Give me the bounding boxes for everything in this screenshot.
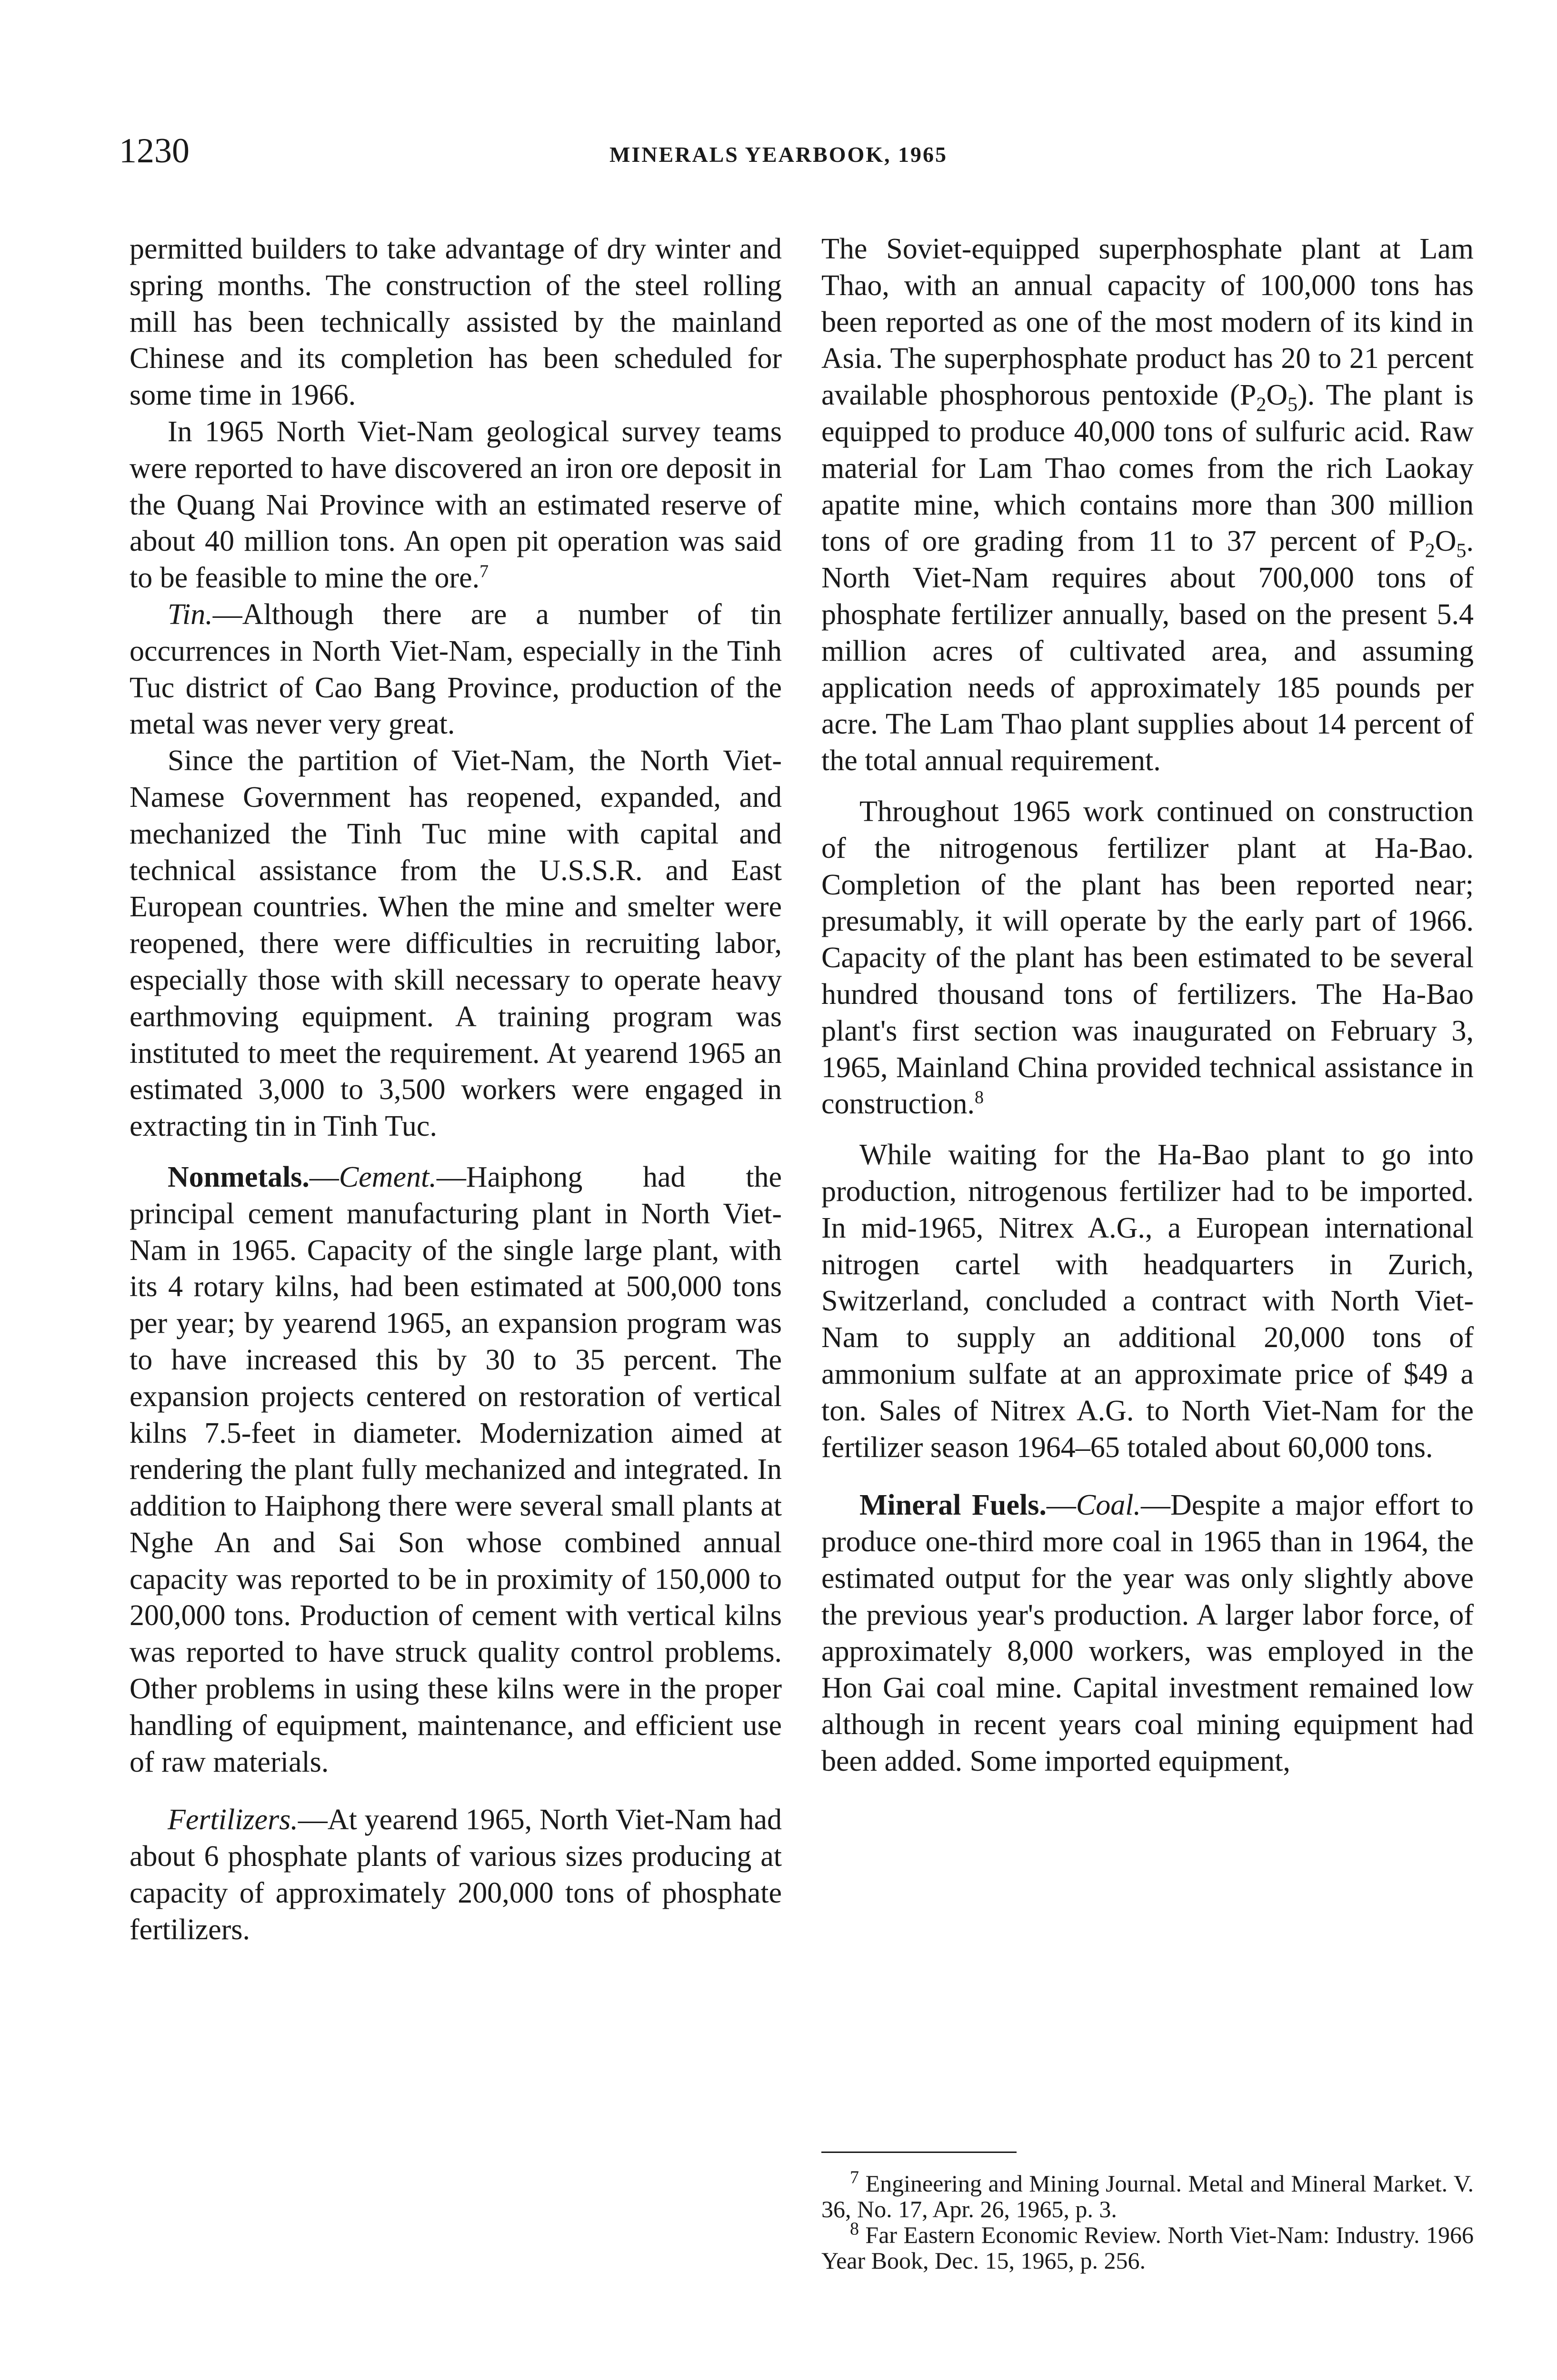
footnote	[821, 2167, 1474, 2222]
paragraph-text: The Soviet-equipped superphosphate plant at Lam Thao, with an annual capacity of 100,000 tons has been reported as one of the most modern of its kind in Asia. The superphosphate product has 20 to 21 percent available phosphorous pentoxide (P	[821, 233, 1474, 412]
paragraph	[130, 743, 782, 1145]
footnote-number: 8	[850, 2219, 859, 2239]
paragraph-text: —Despite a major effort to produce one-third more coal in 1965 than in 1964, the estimated output for the year was only slightly above the previous year's production. A larger labor force, of approximately 8,000 workers, was employed in the Hon Gai coal mine. Capital investment remained low although in recent years coal mining equipment had been added. Some imported equipment,	[821, 1489, 1474, 1777]
subscript: 2	[1425, 540, 1435, 562]
running-title: MINERALS YEARBOOK, 1965	[609, 142, 948, 167]
paragraph-text: Since the partition of Viet-Nam, the North Viet-Namese Government has reopened, expanded, and mechanized the Tinh Tuc mine with capital and technical assistance from the U.S.S.R. and East European countries. When the mine and smelter were reopened, there were difficulties in recruiting labor, especially those with skill necessary to operate heavy earthmoving equipment. A training program was instituted to meet the requirement. At yearend 1965 an estimated 3,000 to 3,500 workers were engaged in extracting tin in Tinh Tuc.	[130, 744, 782, 1143]
left-column	[130, 231, 782, 1948]
page-header	[119, 133, 1438, 186]
paragraph	[130, 596, 782, 743]
paragraph	[821, 1137, 1474, 1466]
subsection-heading: Fertilizers.	[168, 1804, 298, 1836]
paragraph	[821, 231, 1474, 779]
paragraph-text: —Although there are a number of tin occurrences in North Viet-Nam, especially in the Tinh Tuc district of Cao Bang Province, production of the metal was never very great.	[130, 598, 782, 741]
footnote-marker[interactable]: 8	[975, 1087, 984, 1108]
paragraph-text: permitted builders to take advantage of dry winter and spring months. The construction of the steel rolling mill has been technically assisted by the mainland Chinese and its completion has been scheduled for some time in 1966.	[130, 233, 782, 412]
subsection-heading: Coal.	[1076, 1489, 1141, 1522]
paragraph-text: . North Viet-Nam requires about 700,000 tons of phosphate fertilizer annually, based on the present 5.4 million acres of cultivated area, and assuming application needs of approximately 185 pounds per acre. The Lam Thao plant supplies about 14 percent of the total annual requirement.	[821, 525, 1474, 777]
heading-dash: —	[1046, 1489, 1076, 1522]
footnote-divider	[821, 2152, 1017, 2153]
paragraph-text: O	[1435, 525, 1457, 558]
subscript: 5	[1288, 394, 1298, 416]
paragraph	[130, 1802, 782, 1948]
footnote	[821, 2219, 1474, 2274]
paragraph-text: —At yearend 1965, North Viet-Nam had about 6 phosphate plants of various sizes producing at capacity of approximately 200,000 tons of phosphate fertilizers.	[130, 1804, 782, 1946]
subscript: 5	[1456, 540, 1467, 562]
paragraph	[821, 793, 1474, 1122]
paragraph	[821, 1487, 1474, 1779]
page-number: 1230	[119, 131, 190, 170]
subsection-heading: Tin.	[168, 598, 213, 631]
paragraph-text: In 1965 North Viet-Nam geological survey teams were reported to have discovered an iron ore deposit in the Quang Nai Province with an estimated reserve of about 40 million tons. An open pit operation was said to be feasible to mine the ore.	[130, 415, 782, 595]
paragraph	[130, 1159, 782, 1781]
section-heading: Mineral Fuels.	[859, 1489, 1047, 1522]
paragraph	[130, 231, 782, 414]
footnote-text: Far Eastern Economic Review. North Viet-Nam: Industry. 1966 Year Book, Dec. 15, 1965, p. 256.	[821, 2221, 1474, 2274]
subscript: 2	[1256, 394, 1267, 416]
footnotes	[821, 2167, 1474, 2274]
footnote-number: 7	[850, 2167, 859, 2188]
heading-dash: —	[309, 1160, 339, 1193]
paragraph-text: While waiting for the Ha-Bao plant to go into production, nitrogenous fertilizer had to be imported. In mid-1965, Nitrex A.G., a European international nitrogen cartel with headquarters in Zurich, Switzerland, concluded a contract with North Viet-Nam to supply an additional 20,000 tons of ammonium sulfate at an approximate price of $49 a ton. Sales of Nitrex A.G. to North Viet-Nam for the fertilizer season 1964–65 totaled about 60,000 tons.	[821, 1139, 1474, 1464]
subsection-heading: Cement.	[339, 1160, 437, 1193]
paragraph-text: —Haiphong had the principal cement manufacturing plant in North Viet-Nam in 1965. Capacity of the single large plant, with its 4 rotary kilns, had been estimated at 500,000 tons per year; by yearend 1965, an expansion program was to have increased this by 30 to 35 percent. The expansion projects centered on restoration of vertical kilns 7.5-feet in diameter. Modernization aimed at rendering the plant fully mechanized and integrated. In addition to Haiphong there were several small plants at Nghe An and Sai Son whose combined annual capacity was reported to be in proximity of 150,000 to 200,000 tons. Production of cement with vertical kilns was reported to have struck quality control problems. Other problems in using these kilns were in the proper handling of equipment, maintenance, and efficient use of raw materials.	[130, 1160, 782, 1778]
paragraph-text: O	[1266, 379, 1288, 412]
footnote-marker[interactable]: 7	[479, 561, 489, 582]
paragraph	[130, 414, 782, 596]
paragraph-text: ). The plant is equipped to produce 40,000 tons of sulfuric acid. Raw material for Lam Thao comes from the rich Laokay apatite mine, which contains more than 300 million tons of ore grading from 11 to 37 percent of P	[821, 379, 1474, 558]
footnote-text: Engineering and Mining Journal. Metal and Mineral Market. V. 36, No. 17, Apr. 26, 1965, p. 3.	[821, 2170, 1474, 2222]
paragraph-text: Throughout 1965 work continued on construction of the nitrogenous fertilizer plant at Ha-Bao. Completion of the plant has been reported near; presumably, it will operate by the early part of 1966. Capacity of the plant has been estimated to be several hundred thousand tons of fertilizers. The Ha-Bao plant's first section was inaugurated on February 3, 1965, Mainland China provided technical assistance in construction.	[821, 795, 1474, 1121]
right-column	[821, 231, 1474, 1780]
section-heading: Nonmetals.	[168, 1160, 309, 1193]
